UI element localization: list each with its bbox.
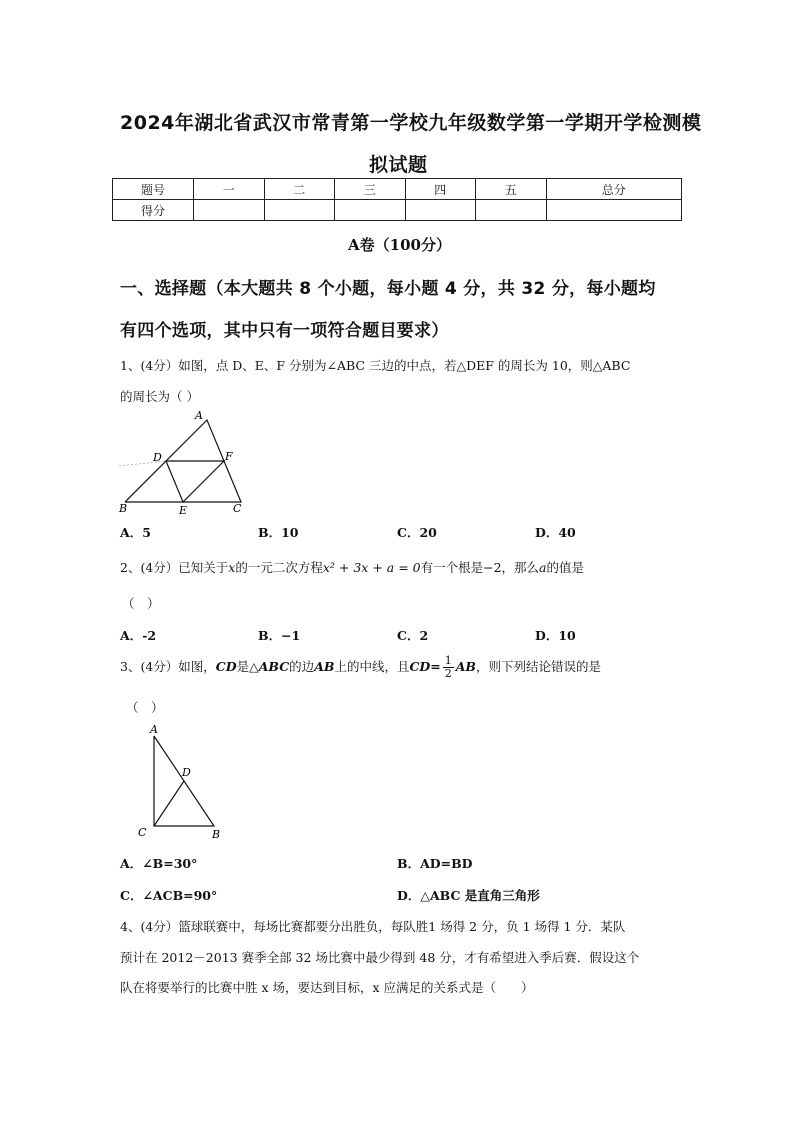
table-cell: 一 <box>194 179 265 200</box>
score-entry-cell <box>476 200 547 221</box>
q1-label-d: D <box>153 451 162 464</box>
q3-fraction <box>443 655 454 680</box>
section-heading-line1: 一、选择题（本大题共 8 个小题，每小题 4 分，共 32 分，每小题均 <box>120 279 656 299</box>
page-title-line2: 拟试题 <box>369 154 428 176</box>
q2-answer-paren: （ ） <box>122 596 160 611</box>
q3-cd: CD <box>215 659 237 674</box>
q3-label-b: B <box>212 828 221 841</box>
q3-ab: AB <box>314 659 335 674</box>
score-entry-cell <box>405 200 476 221</box>
q3-option-b[interactable]: B．AD=BD <box>397 856 473 871</box>
q2-text <box>120 558 584 576</box>
q2-equation: x² + 3x + a = 0 <box>322 560 421 575</box>
q3-mid1: 是△ <box>236 659 259 674</box>
q2-option-c[interactable]: C．2 <box>397 628 429 643</box>
q2-option-a[interactable]: A．-2 <box>120 628 157 643</box>
q1-label-c: C <box>233 502 242 515</box>
q4-text-line3: 队在将要举行的比赛中胜 x 场，要达到目标，x 应满足的关系式是（ ） <box>120 980 534 995</box>
score-table-score-row <box>113 200 682 221</box>
q3-option-c[interactable]: C．∠ACB=90° <box>120 888 218 903</box>
q2-option-d[interactable]: D．10 <box>535 628 576 643</box>
q4-text-line1: 4、(4分）篮球联赛中，每场比赛都要分出胜负，每队胜1 场得 2 分，负 1 场得 1 分．某队 <box>120 919 626 934</box>
q1-text-line1: 1、(4分）如图，点 D、E、F 分别为∠ABC 三边的中点，若△DEF 的周长为 10，则△ABC <box>120 358 631 373</box>
q3-label-a: A <box>150 723 158 736</box>
score-entry-cell <box>264 200 335 221</box>
score-table-header-row <box>113 179 682 200</box>
q1-text-line2: 的周长为（ ） <box>120 389 199 404</box>
q3-ab2: AB <box>455 659 476 674</box>
score-entry-cell <box>335 200 406 221</box>
q1-label-f: F <box>225 450 233 463</box>
q3-triangle-figure <box>130 722 230 842</box>
q1-option-d[interactable]: D．40 <box>535 525 576 540</box>
score-table <box>112 178 682 221</box>
q3-option-a[interactable]: A．∠B=30° <box>120 856 198 871</box>
q3-mid2: 的边 <box>289 659 315 674</box>
score-entry-cell <box>546 200 682 221</box>
score-entry-cell <box>194 200 265 221</box>
table-cell: 四 <box>405 179 476 200</box>
q3-option-d[interactable]: D．△ABC 是直角三角形 <box>397 888 540 903</box>
q2-var-x: x <box>228 560 236 575</box>
q3-end: ，则下列结论错误的是 <box>476 659 602 674</box>
q3-mid3: 上的中线，且 <box>334 659 410 674</box>
table-cell: 题号 <box>113 179 194 200</box>
q4-text-line2: 预计在 2012－2013 赛季全部 32 场比赛中最少得到 48 分，才有希望进入季后赛．假设这个 <box>120 950 640 965</box>
q3-frac-num: 1 <box>444 654 452 667</box>
q1-label-b: B <box>119 502 128 515</box>
q3-label-d: D <box>182 766 191 779</box>
q2-end: 的值是 <box>546 560 585 575</box>
q3-answer-paren: （ ） <box>126 700 164 715</box>
q2-prefix: 2、(4分）已知关于 <box>120 560 229 575</box>
q2-option-b[interactable]: B．−1 <box>258 628 301 643</box>
q2-var-a: a <box>539 560 547 575</box>
table-cell: 总分 <box>546 179 682 200</box>
q3-label-c: C <box>138 826 147 839</box>
section-heading-line2: 有四个选项，其中只有一项符合题目要求） <box>120 321 449 341</box>
q3-median-cd <box>154 781 184 826</box>
q3-abc: ABC <box>258 659 290 674</box>
q3-text <box>120 655 601 680</box>
q1-option-b[interactable]: B．10 <box>258 525 299 540</box>
table-cell: 五 <box>476 179 547 200</box>
q2-mid: 的一元二次方程 <box>235 560 323 575</box>
q1-option-a[interactable]: A．5 <box>120 525 151 540</box>
table-cell: 三 <box>335 179 406 200</box>
q1-triangle-def <box>166 461 224 502</box>
q1-triangle-figure <box>115 408 255 516</box>
volume-label: A卷（100分） <box>348 236 451 254</box>
q3-frac-den: 2 <box>444 667 452 680</box>
table-cell: 得分 <box>113 200 194 221</box>
page-title-line1: 2024年湖北省武汉市常青第一学校九年级数学第一学期开学检测模 <box>120 112 702 134</box>
q3-prefix: 3、(4分）如图， <box>120 659 216 674</box>
q2-suffix: 有一个根是−2，那么 <box>420 560 540 575</box>
table-cell: 二 <box>264 179 335 200</box>
q1-label-a: A <box>195 409 203 422</box>
q1-label-e: E <box>179 504 188 516</box>
q1-option-c[interactable]: C．20 <box>397 525 437 540</box>
q3-cd-eq: CD= <box>409 659 441 674</box>
